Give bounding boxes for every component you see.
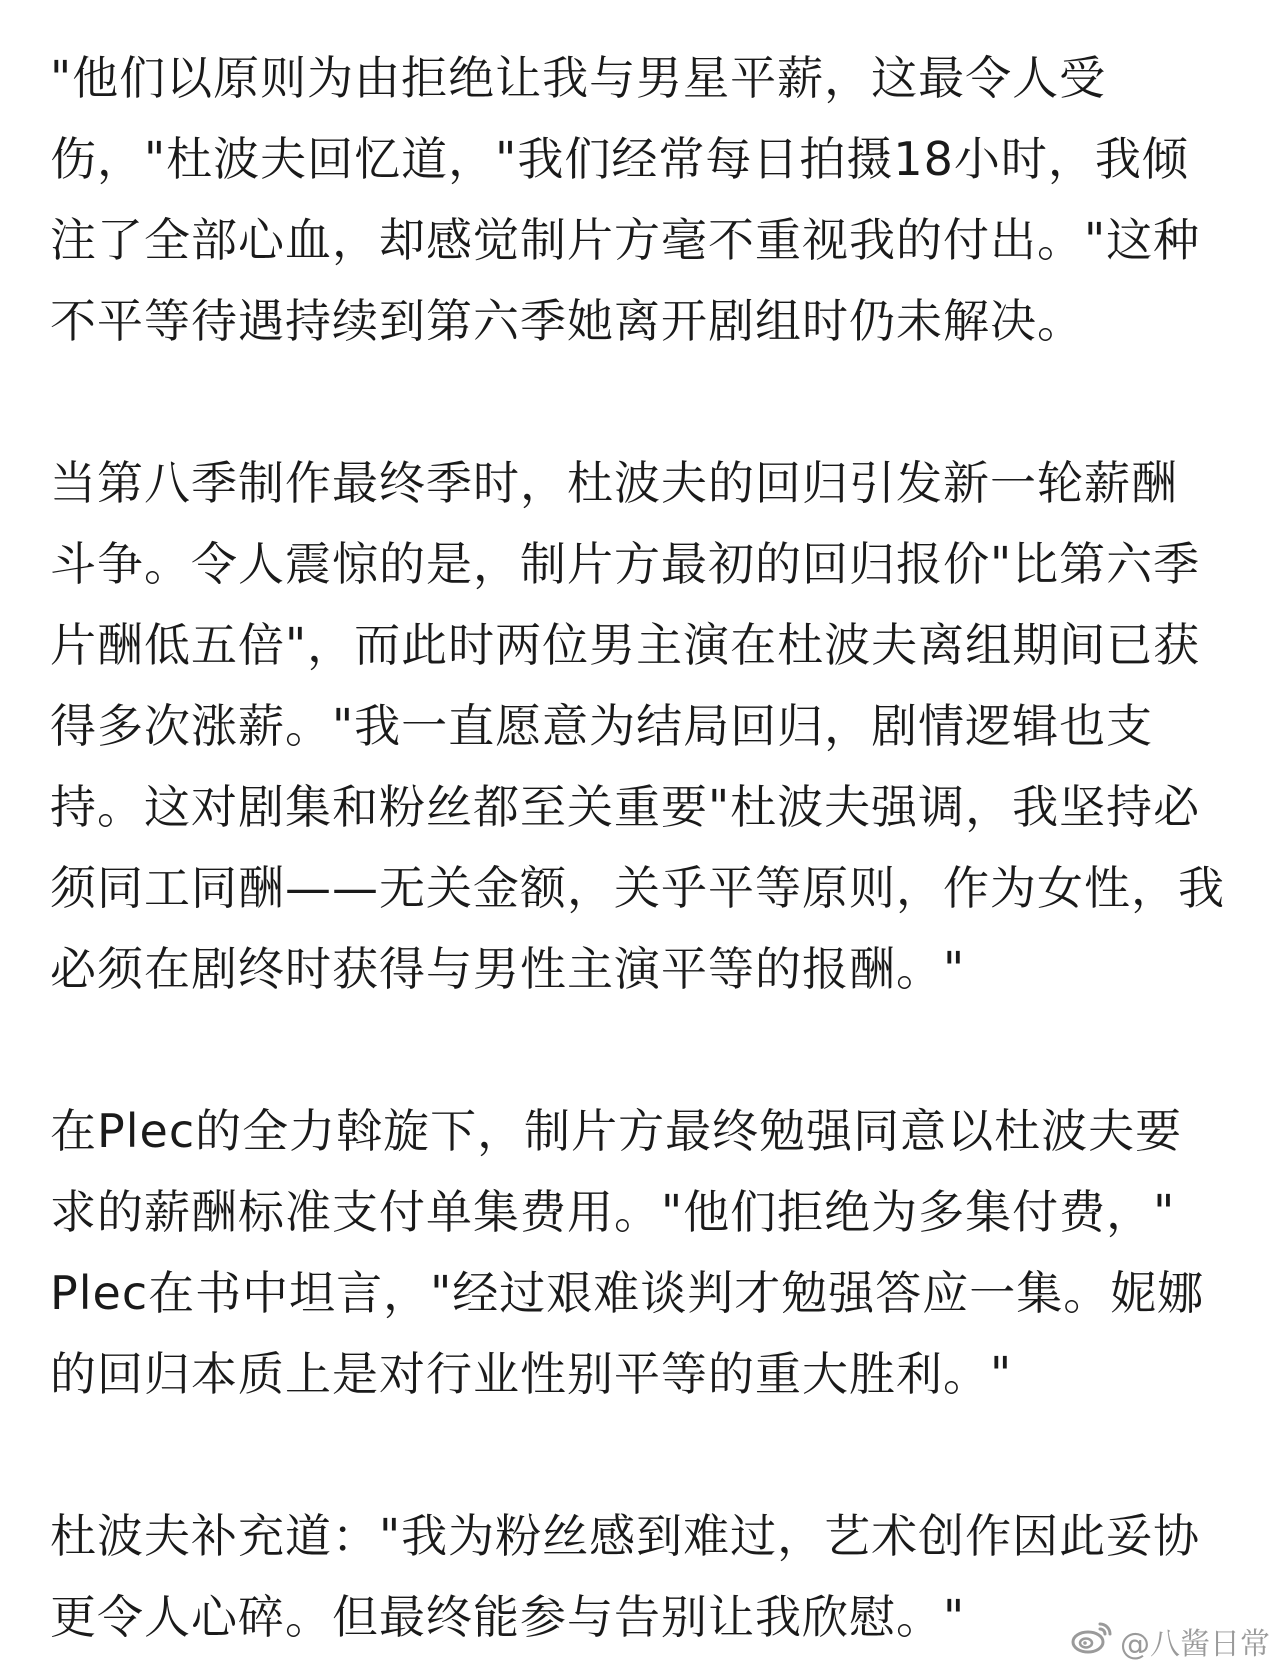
weibo-icon [1070, 1618, 1114, 1664]
paragraph-spacer [50, 1415, 1240, 1496]
text-line: 必须在剧终时获得与男性主演平等的报酬。" [50, 942, 966, 996]
text-line: 的回归本质上是对行业性别平等的重大胜利。" [50, 1347, 1013, 1401]
text-line: 伤，"杜波夫回忆道，"我们经常每日拍摄18小时，我倾 [50, 132, 1189, 186]
text-line: 须同工同酬——无关金额，关乎平等原则，作为女性，我 [50, 861, 1225, 915]
paragraph-3 [50, 1091, 1240, 1415]
paragraph-spacer [50, 1010, 1240, 1091]
text-line: 当第八季制作最终季时，杜波夫的回归引发新一轮薪酬 [50, 456, 1178, 510]
text-line: 片酬低五倍"，而此时两位男主演在杜波夫离组期间已获 [50, 618, 1201, 672]
watermark-text: @八酱日常 [1120, 1627, 1270, 1662]
text-line: 杜波夫补充道："我为粉丝感到难过，艺术创作因此妥协 [50, 1509, 1201, 1563]
text-line: "他们以原则为由拒绝让我与男星平薪，这最令人受 [50, 51, 1107, 105]
text-line: 在Plec的全力斡旋下，制片方最终勉强同意以杜波夫要 [50, 1104, 1183, 1158]
text-line: 斗争。令人震惊的是，制片方最初的回归报价"比第六季 [50, 537, 1201, 591]
watermark [1070, 1619, 1270, 1663]
paragraph-1 [50, 38, 1240, 362]
text-line: 得多次涨薪。"我一直愿意为结局回归，剧情逻辑也支 [50, 699, 1154, 753]
paragraph-spacer [50, 362, 1240, 443]
article-body [50, 38, 1240, 1658]
paragraph-2 [50, 443, 1240, 1010]
text-line: 持。这对剧集和粉丝都至关重要"杜波夫强调，我坚持必 [50, 780, 1201, 834]
paragraph-4 [50, 1496, 1240, 1658]
text-line: 求的薪酬标准支付单集费用。"他们拒绝为多集付费，" [50, 1185, 1176, 1239]
text-line: 更令人心碎。但最终能参与告别让我欣慰。" [50, 1590, 966, 1644]
text-line: 注了全部心血，却感觉制片方毫不重视我的付出。"这种 [50, 213, 1201, 267]
text-line: Plec在书中坦言，"经过艰难谈判才勉强答应一集。妮娜 [50, 1266, 1205, 1320]
text-line: 不平等待遇持续到第六季她离开剧组时仍未解决。 [50, 294, 1084, 348]
